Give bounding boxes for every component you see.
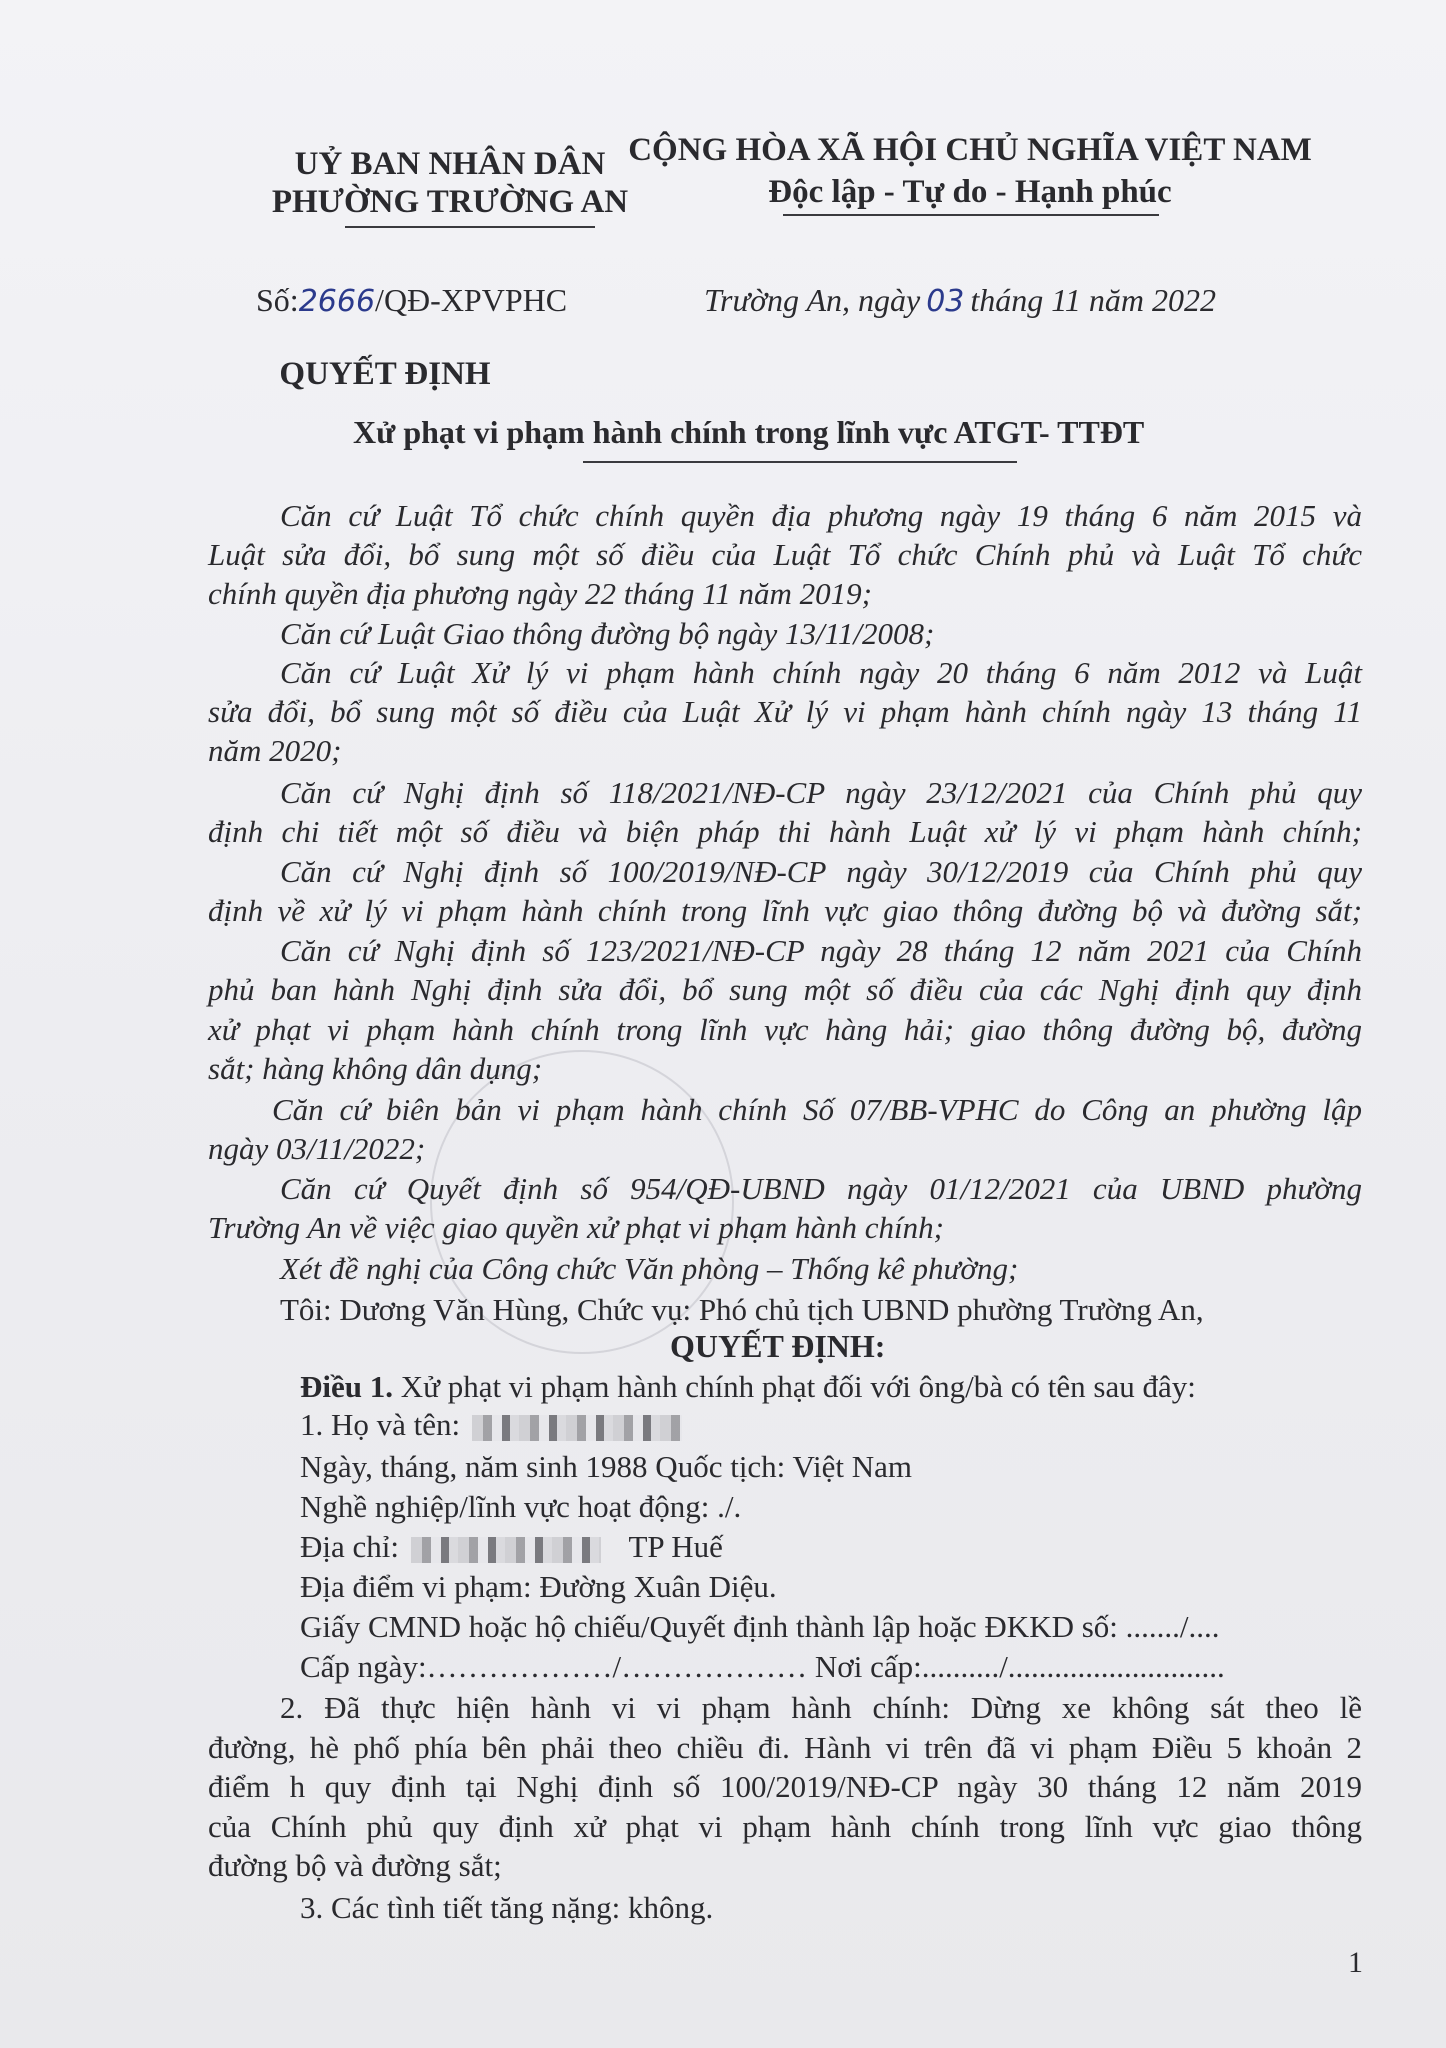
national-motto: Độc lập - Tự do - Hạnh phúc <box>768 174 1172 210</box>
preamble-line: Căn cứ Luật Giao thông đường bộ ngày 13/11/2008; <box>280 616 935 651</box>
place-line: Địa điểm vi phạm: Đường Xuân Diệu. <box>300 1569 777 1604</box>
document-subtitle: Xử phạt vi phạm hành chính trong lĩnh vực ATGT- TTĐT <box>353 414 1145 450</box>
issue-line: Cấp ngày:………………/……………… Nơi cấp:........../............................ <box>300 1649 1225 1684</box>
redacted-address <box>411 1537 601 1563</box>
article-1-label: Điều 1. <box>300 1369 393 1404</box>
address-label: Địa chỉ: <box>300 1529 399 1564</box>
item2-line: 2. Đã thực hiện hành vi vi phạm hành chính: Dừng xe không sát theo lề <box>280 1690 1362 1725</box>
id-doc-line: Giấy CMND hoặc hộ chiếu/Quyết định thành lập hoặc ĐKKD số: ......./.... <box>300 1609 1220 1644</box>
document-title: QUYẾT ĐỊNH <box>279 356 491 392</box>
date-handwritten: 03 <box>926 284 965 319</box>
preamble-line: Căn cứ biên bản vi phạm hành chính Số 07/BB-VPHC do Công an phường lập <box>272 1092 1362 1127</box>
subtitle-underline <box>583 461 1017 463</box>
number-prefix: Số: <box>256 282 299 318</box>
article-1-text: Xử phạt vi phạm hành chính phạt đối với ông/bà có tên sau đây: <box>400 1369 1196 1404</box>
preamble-line: Căn cứ Luật Xử lý vi phạm hành chính ngày 20 tháng 6 năm 2012 và Luật <box>280 655 1362 690</box>
preamble-line: định chi tiết một số điều và biện pháp thi hành Luật xử lý vi phạm hành chính; <box>208 814 1362 849</box>
national-title: CỘNG HÒA XÃ HỘI CHỦ NGHĨA VIỆT NAM <box>628 132 1312 168</box>
item3-line: 3. Các tình tiết tăng nặng: không. <box>300 1890 714 1925</box>
preamble-line: phủ ban hành Nghị định sửa đổi, bổ sung một số điều của các Nghị định quy định <box>208 972 1362 1007</box>
preamble-line: Căn cứ Nghị định số 118/2021/NĐ-CP ngày 23/12/2021 của Chính phủ quy <box>280 775 1362 810</box>
agency-underline <box>345 226 595 228</box>
preamble-line: xử phạt vi phạm hành chính trong lĩnh vực hàng hải; giao thông đường bộ, đường <box>208 1012 1362 1047</box>
article-1 <box>208 1367 1362 1406</box>
item2-line: đường bộ và đường sắt; <box>208 1848 502 1883</box>
decision-date <box>704 282 1216 319</box>
preamble-line: Xét đề nghị của Công chức Văn phòng – Thống kê phường; <box>280 1251 1019 1286</box>
preamble-line: chính quyền địa phương ngày 22 tháng 11 năm 2019; <box>208 576 872 611</box>
address-row <box>208 1527 1362 1566</box>
signer-line: Tôi: Dương Văn Hùng, Chức vụ: Phó chủ tịch UBND phường Trường An, <box>280 1292 1204 1327</box>
dob-line: Ngày, tháng, năm sinh 1988 Quốc tịch: Việt Nam <box>300 1449 913 1484</box>
decision-heading: QUYẾT ĐỊNH: <box>670 1328 886 1364</box>
item2-line: của Chính phủ quy định xử phạt vi phạm hành chính trong lĩnh vực giao thông <box>208 1809 1362 1844</box>
decision-number <box>256 282 567 319</box>
preamble-line: sắt; hàng không dân dụng; <box>208 1051 543 1086</box>
item2-line: đường, hè phố phía bên phải theo chiều đi. Hành vi trên đã vi phạm Điều 5 khoản 2 <box>208 1730 1362 1765</box>
name-label: 1. Họ và tên: <box>300 1407 461 1442</box>
number-suffix: /QĐ-XPVPHC <box>375 282 568 318</box>
redacted-name <box>472 1415 682 1441</box>
preamble-line: Căn cứ Luật Tổ chức chính quyền địa phương ngày 19 tháng 6 năm 2015 và <box>280 498 1362 533</box>
preamble-line: định về xử lý vi phạm hành chính trong lĩnh vực giao thông đường bộ và đường sắt; <box>208 893 1362 928</box>
item2-line: điểm h quy định tại Nghị định số 100/2019/NĐ-CP ngày 30 tháng 12 năm 2019 <box>208 1769 1362 1804</box>
preamble-line: năm 2020; <box>208 733 342 768</box>
preamble-line: ngày 03/11/2022; <box>208 1131 426 1166</box>
page-number: 1 <box>1348 1946 1363 1979</box>
preamble-line: Luật sửa đổi, bổ sung một số điều của Luật Tổ chức Chính phủ và Luật Tổ chức <box>208 537 1362 572</box>
preamble-line: Căn cứ Nghị định số 100/2019/NĐ-CP ngày 30/12/2019 của Chính phủ quy <box>280 854 1362 889</box>
agency-name-line1: UỶ BAN NHÂN DÂN <box>294 146 606 182</box>
address-tail: TP Huế <box>628 1529 723 1564</box>
preamble-line: Căn cứ Quyết định số 954/QĐ-UBND ngày 01/12/2021 của UBND phường <box>280 1171 1362 1206</box>
number-handwritten: 2666 <box>298 284 376 319</box>
preamble-line: Trường An về việc giao quyền xử phạt vi phạm hành chính; <box>208 1210 944 1245</box>
name-row <box>208 1405 1362 1444</box>
date-suffix: tháng 11 năm 2022 <box>970 282 1216 318</box>
job-line: Nghề nghiệp/lĩnh vực hoạt động: ./. <box>300 1489 742 1524</box>
date-prefix: Trường An, ngày <box>704 282 921 318</box>
agency-name-line2: PHƯỜNG TRƯỜNG AN <box>271 184 629 220</box>
preamble-line: sửa đổi, bổ sung một số điều của Luật Xử lý vi phạm hành chính ngày 13 tháng 11 <box>208 694 1362 729</box>
motto-underline <box>783 214 1159 216</box>
preamble-line: Căn cứ Nghị định số 123/2021/NĐ-CP ngày 28 tháng 12 năm 2021 của Chính <box>280 933 1362 968</box>
